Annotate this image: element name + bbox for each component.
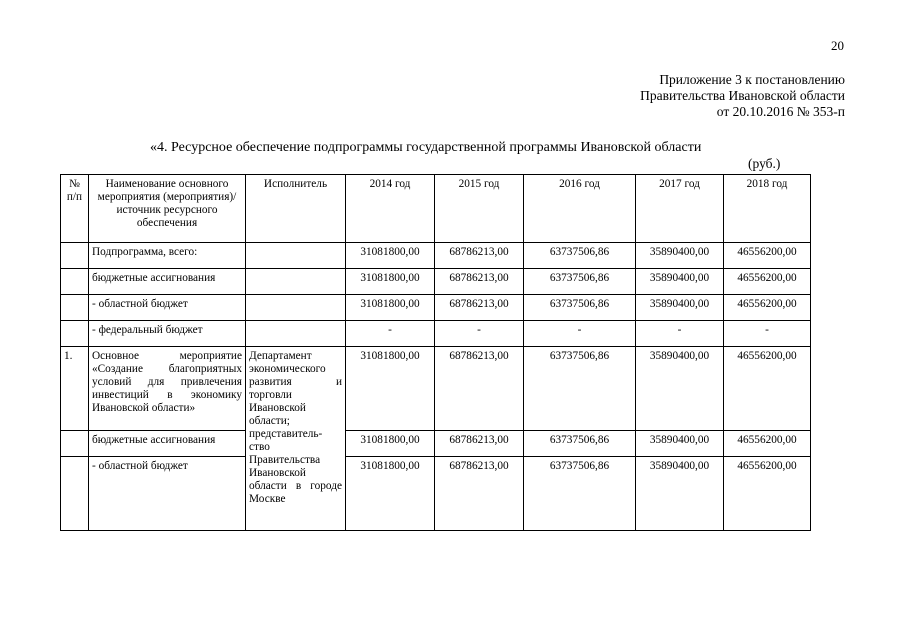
table-row	[61, 431, 811, 457]
row-num	[61, 243, 89, 269]
row-name: бюджетные ассигнования	[89, 269, 246, 295]
value-2018: 46556200,00	[724, 347, 811, 431]
header-name: Наименование основного мероприятия (мероприятия)/источник ресурсного обеспечения	[89, 175, 246, 243]
value-2016: -	[524, 321, 636, 347]
row-num	[61, 431, 89, 457]
value-2016: 63737506,86	[524, 243, 636, 269]
header-num: № п/п	[61, 175, 89, 243]
row-name: - областной бюджет	[89, 457, 246, 531]
header-2016: 2016 год	[524, 175, 636, 243]
row-num	[61, 295, 89, 321]
row-num	[61, 269, 89, 295]
value-2017: 35890400,00	[636, 457, 724, 531]
row-name: Подпрограмма, всего:	[89, 243, 246, 269]
value-2016: 63737506,86	[524, 347, 636, 431]
value-2015: 68786213,00	[435, 243, 524, 269]
value-2018: 46556200,00	[724, 243, 811, 269]
appendix-line-2: Правительства Ивановской области	[640, 88, 845, 103]
row-num	[61, 457, 89, 531]
value-2018: -	[724, 321, 811, 347]
row-num: 1.	[61, 347, 89, 431]
page-number: 20	[831, 38, 844, 53]
row-executor	[246, 321, 346, 347]
value-2017: -	[636, 321, 724, 347]
row-executor	[246, 295, 346, 321]
header-executor: Исполнитель	[246, 175, 346, 243]
table-row	[61, 295, 811, 321]
value-2014: -	[346, 321, 435, 347]
table-row	[61, 243, 811, 269]
resource-table	[60, 174, 811, 531]
appendix-line-3: от 20.10.2016 № 353-п	[716, 104, 845, 119]
value-2015: 68786213,00	[435, 347, 524, 431]
value-2014: 31081800,00	[346, 457, 435, 531]
value-2017: 35890400,00	[636, 269, 724, 295]
section-title: «4. Ресурсное обеспечение подпрограммы государственной программы Ивановской области	[150, 140, 702, 155]
appendix-note	[640, 72, 845, 120]
row-executor: Департамент экономического развития и торговли Ивановской области; представитель-ство Правительства Ивановской области в городе Москве	[246, 347, 346, 531]
row-name: - областной бюджет	[89, 295, 246, 321]
row-executor	[246, 269, 346, 295]
appendix-line-1: Приложение 3 к постановлению	[659, 72, 845, 87]
value-2018: 46556200,00	[724, 295, 811, 321]
row-name: бюджетные ассигнования	[89, 431, 246, 457]
value-2015: 68786213,00	[435, 295, 524, 321]
table-row-main-event	[61, 347, 811, 431]
value-2017: 35890400,00	[636, 347, 724, 431]
value-2018: 46556200,00	[724, 457, 811, 531]
row-name: Основное мероприятие «Создание благоприятных условий для привлечения инвестиций в экономику Ивановской области»	[89, 347, 246, 431]
table-row	[61, 457, 811, 531]
row-name: - федеральный бюджет	[89, 321, 246, 347]
value-2015: -	[435, 321, 524, 347]
table-row	[61, 269, 811, 295]
row-num	[61, 321, 89, 347]
value-2016: 63737506,86	[524, 431, 636, 457]
table-row	[61, 321, 811, 347]
value-2014: 31081800,00	[346, 243, 435, 269]
value-2016: 63737506,86	[524, 295, 636, 321]
header-2015: 2015 год	[435, 175, 524, 243]
value-2014: 31081800,00	[346, 347, 435, 431]
header-2017: 2017 год	[636, 175, 724, 243]
row-executor	[246, 243, 346, 269]
table-header-row	[61, 175, 811, 243]
value-2018: 46556200,00	[724, 269, 811, 295]
value-2015: 68786213,00	[435, 457, 524, 531]
value-2015: 68786213,00	[435, 431, 524, 457]
value-2015: 68786213,00	[435, 269, 524, 295]
value-2017: 35890400,00	[636, 243, 724, 269]
value-2014: 31081800,00	[346, 431, 435, 457]
value-2014: 31081800,00	[346, 295, 435, 321]
header-2018: 2018 год	[724, 175, 811, 243]
value-2017: 35890400,00	[636, 295, 724, 321]
value-2014: 31081800,00	[346, 269, 435, 295]
currency-unit: (руб.)	[748, 156, 781, 171]
value-2018: 46556200,00	[724, 431, 811, 457]
header-2014: 2014 год	[346, 175, 435, 243]
value-2017: 35890400,00	[636, 431, 724, 457]
value-2016: 63737506,86	[524, 457, 636, 531]
value-2016: 63737506,86	[524, 269, 636, 295]
